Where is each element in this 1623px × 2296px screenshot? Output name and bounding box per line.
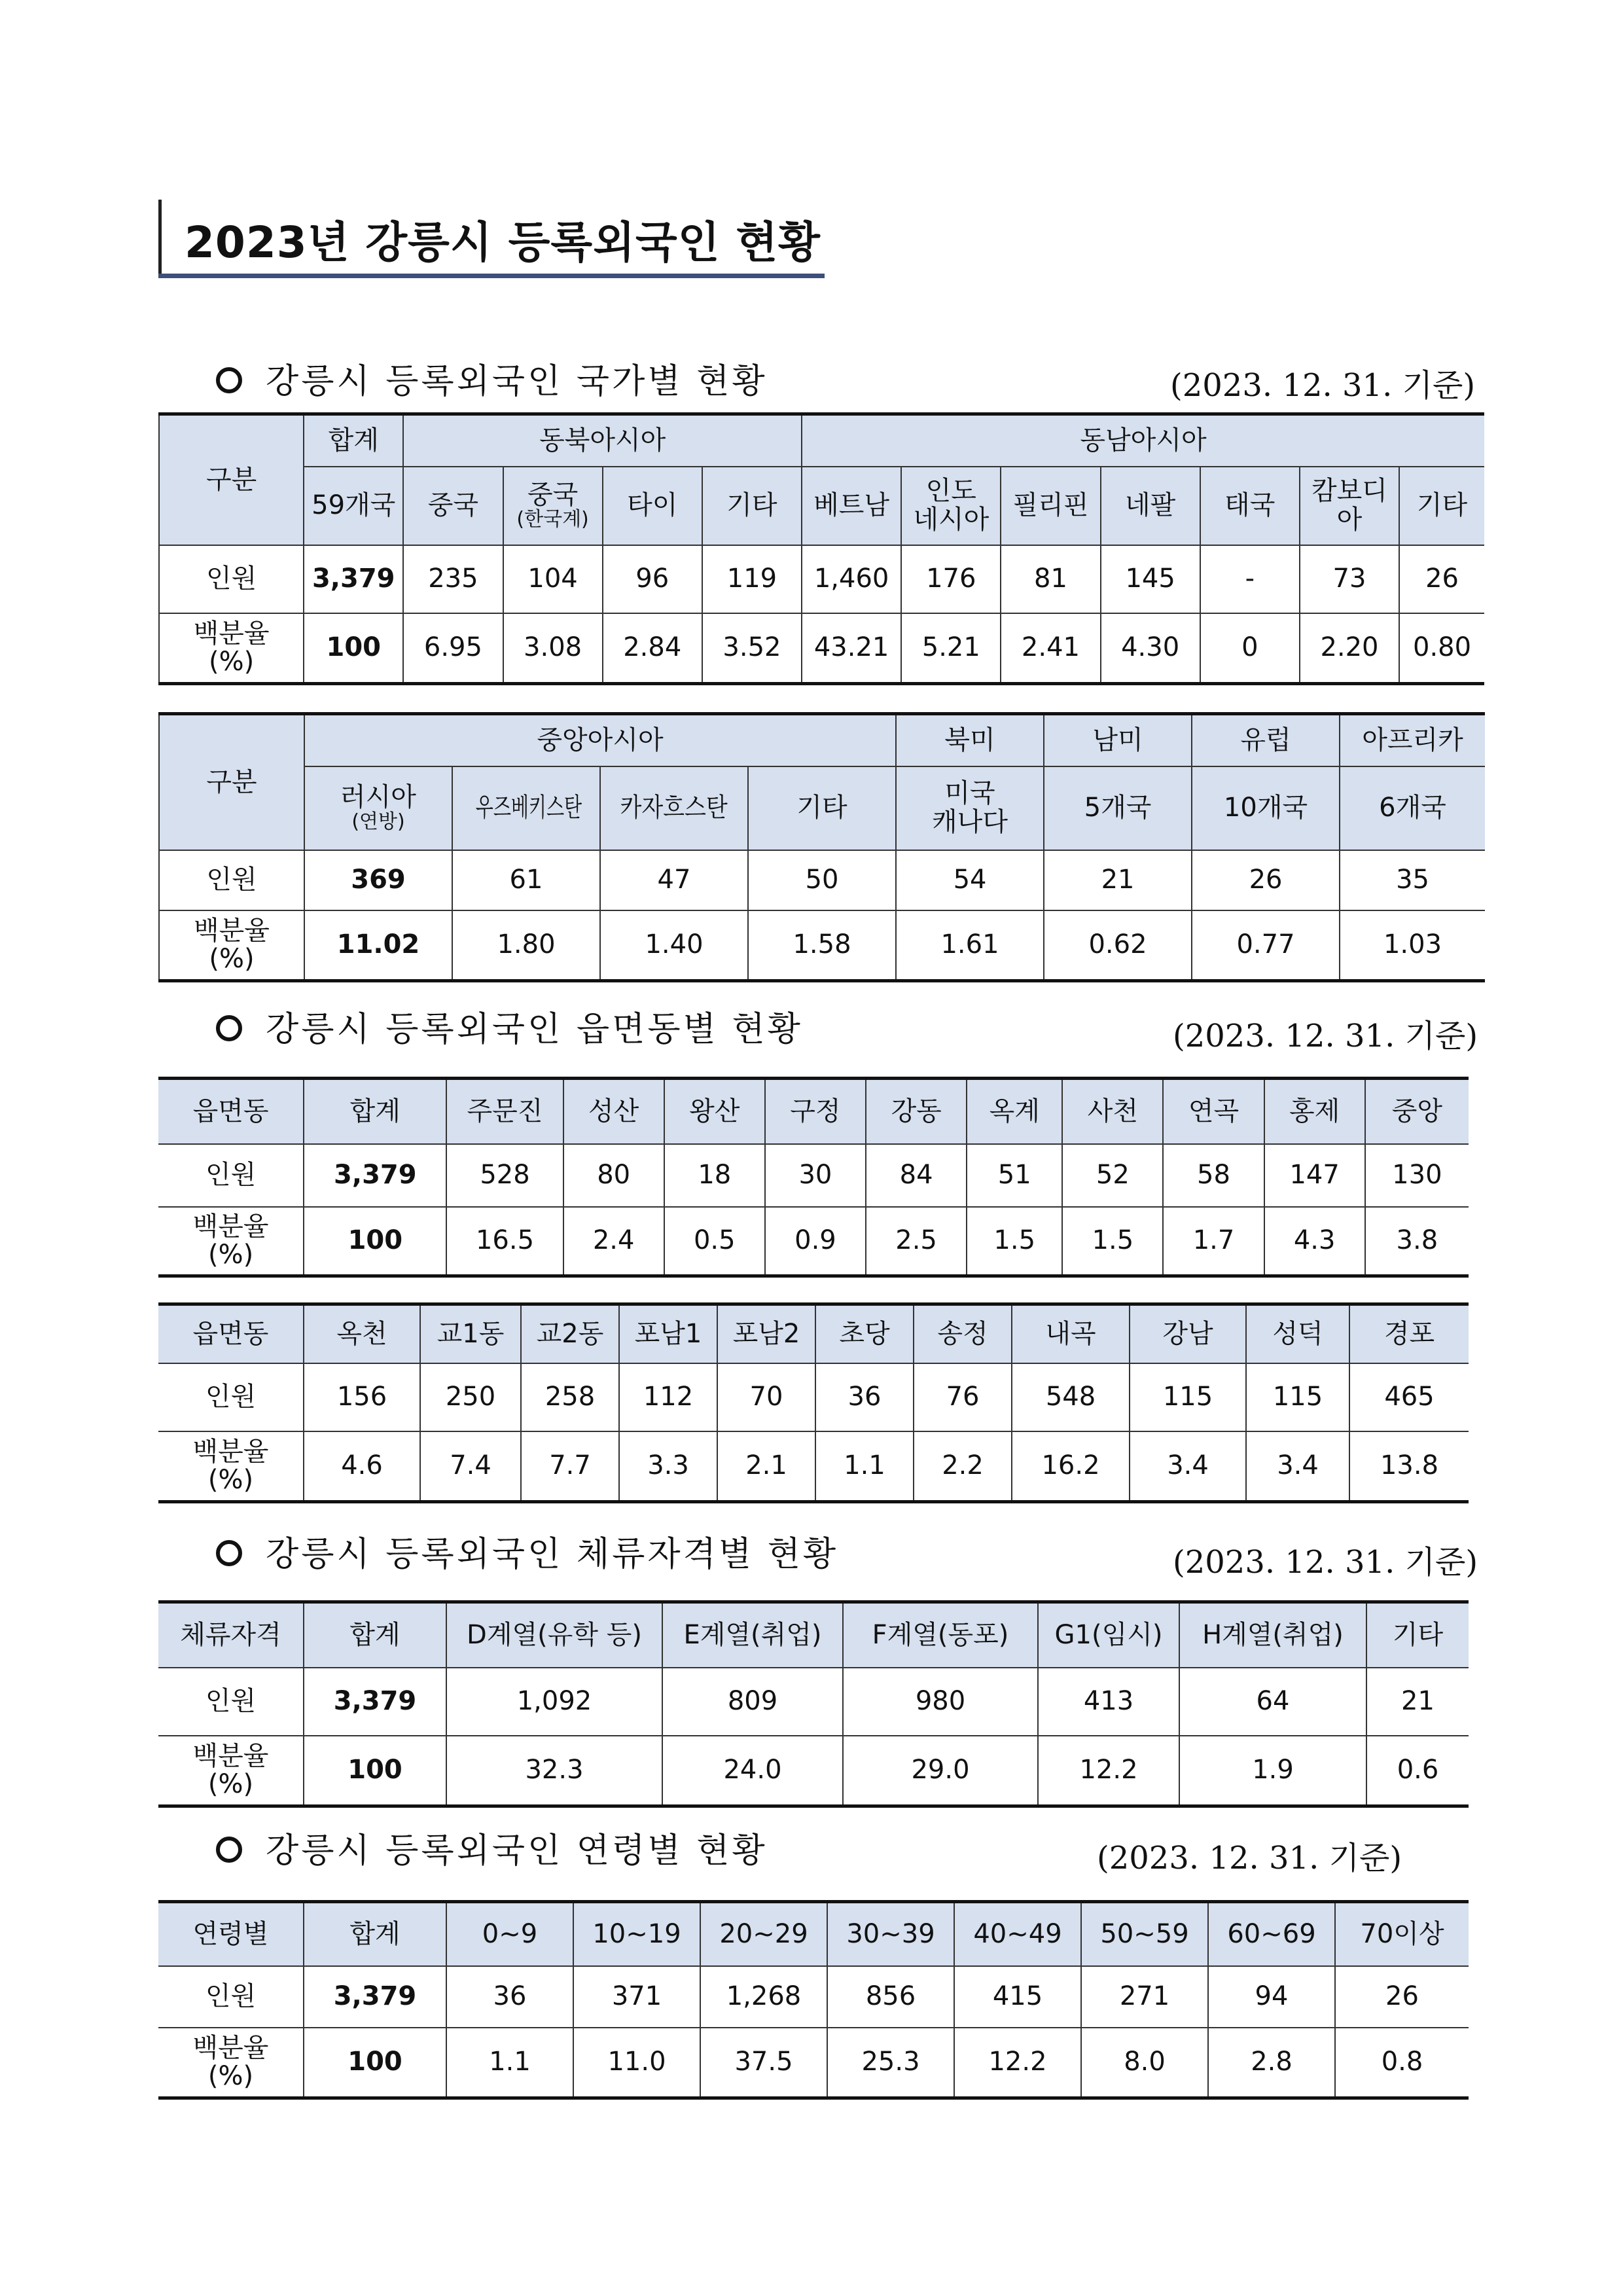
circle-bullet-icon bbox=[216, 1837, 242, 1863]
col-eu-count: 10개국 bbox=[1192, 766, 1340, 850]
col-ne-other: 기타 bbox=[702, 467, 802, 545]
header-cell: 40~49 bbox=[954, 1902, 1081, 1966]
header-cell: 0~9 bbox=[446, 1902, 573, 1966]
cell-pct: 7.4 bbox=[420, 1431, 521, 1502]
section-title: 강릉시 등록외국인 연령별 현황 bbox=[266, 1831, 768, 1871]
col-china-korean-sub: (한국계) bbox=[516, 507, 589, 531]
header-cell: 50~59 bbox=[1081, 1902, 1208, 1966]
cell-pct: 1.9 bbox=[1179, 1736, 1366, 1806]
cell-pct: 0.8 bbox=[1335, 2028, 1469, 2098]
cell-people: - bbox=[1200, 545, 1300, 613]
group-europe: 유럽 bbox=[1192, 714, 1340, 766]
cell-people: 271 bbox=[1081, 1966, 1208, 2028]
header-cell: 60~69 bbox=[1208, 1902, 1335, 1966]
status-table bbox=[158, 1600, 1469, 1808]
row-label-pct bbox=[158, 1207, 304, 1276]
cell-pct: 32.3 bbox=[446, 1736, 662, 1806]
header-cell: 연곡 bbox=[1163, 1079, 1264, 1144]
total-header: 합계 bbox=[304, 414, 403, 467]
header-cell: 10~19 bbox=[573, 1902, 700, 1966]
header-cell: F계열(동포) bbox=[843, 1602, 1038, 1668]
cell-pct: 1.5 bbox=[1062, 1207, 1163, 1276]
page-title-box bbox=[158, 200, 825, 278]
header-cell: 합계 bbox=[304, 1602, 446, 1668]
cell-people-total: 3,379 bbox=[304, 1144, 446, 1207]
cell-people: 52 bbox=[1062, 1144, 1163, 1207]
cell-people: 465 bbox=[1349, 1363, 1469, 1431]
section-title: 강릉시 등록외국인 국가별 현황 bbox=[266, 362, 768, 401]
header-cell: 주문진 bbox=[446, 1079, 563, 1144]
cell-pct: 0.77 bbox=[1192, 910, 1340, 981]
cell-people: 70 bbox=[717, 1363, 815, 1431]
col-cambodia-label-2: 아 bbox=[1336, 504, 1363, 535]
col-af-count: 6개국 bbox=[1340, 766, 1485, 850]
header-cell: 성산 bbox=[563, 1079, 664, 1144]
header-cell: 합계 bbox=[304, 1079, 446, 1144]
header-cell: 포남2 bbox=[717, 1304, 815, 1363]
cell-pct-total: 100 bbox=[304, 613, 403, 684]
pct-label: 백분율 bbox=[194, 915, 270, 946]
row-label-people: 인원 bbox=[158, 1966, 304, 2028]
cell-pct: 4.3 bbox=[1264, 1207, 1365, 1276]
cell-people: 26 bbox=[1399, 545, 1484, 613]
cell-people-total: 3,379 bbox=[304, 1668, 446, 1736]
cell-people: 84 bbox=[866, 1144, 967, 1207]
row-label-people: 인원 bbox=[158, 1144, 304, 1207]
row-label-pct bbox=[158, 1736, 304, 1806]
row-label-people: 인원 bbox=[158, 1363, 304, 1431]
col-vietnam: 베트남 bbox=[802, 467, 901, 545]
cell-pct: 0.6 bbox=[1366, 1736, 1469, 1806]
cell-pct: 29.0 bbox=[843, 1736, 1038, 1806]
col-indonesia bbox=[901, 467, 1001, 545]
header-cell: 30~39 bbox=[827, 1902, 954, 1966]
cell-people: 548 bbox=[1012, 1363, 1130, 1431]
pct-unit: (%) bbox=[207, 1464, 254, 1495]
header-cell: D계열(유학 등) bbox=[446, 1602, 662, 1668]
cell-people: 30 bbox=[765, 1144, 866, 1207]
col-kazakhstan-label: 카자흐스탄 bbox=[620, 792, 728, 823]
cell-people: 26 bbox=[1192, 850, 1340, 910]
country-table-2 bbox=[158, 712, 1485, 982]
col-ca-other: 기타 bbox=[748, 766, 896, 850]
section-date: (2023. 12. 31. 기준) bbox=[1173, 1544, 1478, 1581]
header-cell: 송정 bbox=[914, 1304, 1012, 1363]
cell-pct: 3.3 bbox=[619, 1431, 717, 1502]
section-title: 강릉시 등록외국인 읍면동별 현황 bbox=[266, 1010, 803, 1049]
row-label-pct bbox=[158, 2028, 304, 2098]
cell-people: 115 bbox=[1130, 1363, 1246, 1431]
cell-people: 1,268 bbox=[700, 1966, 827, 2028]
cell-people: 81 bbox=[1001, 545, 1100, 613]
cell-people: 258 bbox=[521, 1363, 619, 1431]
cell-pct: 4.30 bbox=[1101, 613, 1200, 684]
cell-pct: 0.5 bbox=[664, 1207, 765, 1276]
cell-pct: 3.8 bbox=[1365, 1207, 1469, 1276]
cell-pct: 1.03 bbox=[1340, 910, 1485, 981]
row-label-people: 인원 bbox=[159, 850, 304, 910]
cell-pct-total: 100 bbox=[304, 2028, 446, 2098]
cell-pct-total: 100 bbox=[304, 1207, 446, 1276]
group-south-america: 남미 bbox=[1044, 714, 1192, 766]
header-cell: 성덕 bbox=[1246, 1304, 1349, 1363]
pct-label: 백분율 bbox=[192, 1436, 269, 1467]
cell-people: 112 bbox=[619, 1363, 717, 1431]
cell-people: 80 bbox=[563, 1144, 664, 1207]
cell-people: 1,092 bbox=[446, 1668, 662, 1736]
cell-people: 250 bbox=[420, 1363, 521, 1431]
header-cell: 구정 bbox=[765, 1079, 866, 1144]
col-taiwan: 타이 bbox=[603, 467, 702, 545]
cell-people: 147 bbox=[1264, 1144, 1365, 1207]
col-cambodia bbox=[1300, 467, 1399, 545]
pct-unit: (%) bbox=[207, 2060, 254, 2091]
col-indonesia-label: 인도 bbox=[925, 476, 976, 507]
header-cell: 합계 bbox=[304, 1902, 446, 1966]
section-date: (2023. 12. 31. 기준) bbox=[1170, 367, 1476, 404]
cell-people: 26 bbox=[1335, 1966, 1469, 2028]
cell-people: 130 bbox=[1365, 1144, 1469, 1207]
circle-bullet-icon bbox=[216, 1015, 242, 1041]
col-russia-label: 러시아 bbox=[340, 781, 416, 812]
cell-pct: 1.61 bbox=[896, 910, 1044, 981]
cell-pct: 1.40 bbox=[600, 910, 748, 981]
section-title: 강릉시 등록외국인 체류자격별 현황 bbox=[266, 1535, 839, 1574]
cell-people: 371 bbox=[573, 1966, 700, 2028]
group-north-america: 북미 bbox=[896, 714, 1044, 766]
cell-people: 54 bbox=[896, 850, 1044, 910]
cell-pct: 6.95 bbox=[403, 613, 503, 684]
cell-pct: 43.21 bbox=[802, 613, 901, 684]
header-cell: 체류자격 bbox=[158, 1602, 304, 1668]
cell-pct: 2.4 bbox=[563, 1207, 664, 1276]
cell-pct: 3.4 bbox=[1130, 1431, 1246, 1502]
cell-people-total: 3,379 bbox=[304, 1966, 446, 2028]
cell-people: 51 bbox=[967, 1144, 1062, 1207]
cell-pct: 1.5 bbox=[967, 1207, 1062, 1276]
total-countries: 59개국 bbox=[304, 467, 403, 545]
cell-pct: 16.5 bbox=[446, 1207, 563, 1276]
section-heading-country bbox=[216, 353, 768, 403]
cell-pct: 5.21 bbox=[901, 613, 1001, 684]
header-cell: 내곡 bbox=[1012, 1304, 1130, 1363]
title-left-bar bbox=[158, 200, 162, 278]
age-table bbox=[158, 1900, 1469, 2100]
cell-people: 415 bbox=[954, 1966, 1081, 2028]
cell-pct: 4.6 bbox=[304, 1431, 420, 1502]
header-cell: 교1동 bbox=[420, 1304, 521, 1363]
col-canada-label: 캐나다 bbox=[932, 806, 1008, 837]
cell-pct: 2.84 bbox=[603, 613, 702, 684]
group-central-asia: 중앙아시아 bbox=[304, 714, 896, 766]
col-nepal: 네팔 bbox=[1101, 467, 1200, 545]
cell-pct: 2.1 bbox=[717, 1431, 815, 1502]
cell-people: 96 bbox=[603, 545, 702, 613]
group-northeast-asia: 동북아시아 bbox=[403, 414, 802, 467]
cell-pct: 12.2 bbox=[1038, 1736, 1179, 1806]
cell-people: 36 bbox=[815, 1363, 914, 1431]
cell-pct: 0.80 bbox=[1399, 613, 1484, 684]
cell-people-russia: 369 bbox=[304, 850, 452, 910]
page-title: 2023년 강릉시 등록외국인 현황 bbox=[185, 217, 821, 268]
section-heading-dong bbox=[216, 1001, 803, 1050]
cell-people: 36 bbox=[446, 1966, 573, 2028]
group-africa: 아프리카 bbox=[1340, 714, 1485, 766]
row-label-people: 인원 bbox=[158, 1668, 304, 1736]
cell-people: 115 bbox=[1246, 1363, 1349, 1431]
cell-people: 528 bbox=[446, 1144, 563, 1207]
pct-label: 백분율 bbox=[192, 1740, 269, 1771]
cell-pct: 2.5 bbox=[866, 1207, 967, 1276]
header-cell: 연령별 bbox=[158, 1902, 304, 1966]
cell-pct: 1.80 bbox=[452, 910, 600, 981]
cell-people: 980 bbox=[843, 1668, 1038, 1736]
title-underline bbox=[158, 274, 825, 278]
cell-people: 18 bbox=[664, 1144, 765, 1207]
cell-people: 145 bbox=[1101, 545, 1200, 613]
header-cell: 홍제 bbox=[1264, 1079, 1365, 1144]
cell-people: 156 bbox=[304, 1363, 420, 1431]
header-cell: 교2동 bbox=[521, 1304, 619, 1363]
pct-label: 백분율 bbox=[193, 618, 270, 649]
cell-people: 856 bbox=[827, 1966, 954, 2028]
cell-pct: 1.7 bbox=[1163, 1207, 1264, 1276]
group-southeast-asia: 동남아시아 bbox=[802, 414, 1484, 467]
pct-label: 백분율 bbox=[192, 2032, 269, 2063]
dong-table-2 bbox=[158, 1302, 1469, 1503]
pct-unit: (%) bbox=[209, 943, 255, 974]
header-cell: 기타 bbox=[1366, 1602, 1469, 1668]
cell-people: 50 bbox=[748, 850, 896, 910]
pct-unit: (%) bbox=[208, 1239, 254, 1270]
cell-pct: 1.58 bbox=[748, 910, 896, 981]
header-cell: 포남1 bbox=[619, 1304, 717, 1363]
cell-people: 104 bbox=[503, 545, 603, 613]
header-cell: 사천 bbox=[1062, 1079, 1163, 1144]
cell-people: 47 bbox=[600, 850, 748, 910]
row-label-pct bbox=[159, 613, 304, 684]
section-heading-age bbox=[216, 1823, 768, 1872]
circle-bullet-icon bbox=[216, 367, 242, 393]
header-cell: 옥계 bbox=[967, 1079, 1062, 1144]
cell-people: 76 bbox=[914, 1363, 1012, 1431]
row-label-pct bbox=[159, 910, 304, 981]
cell-pct: 13.8 bbox=[1349, 1431, 1469, 1502]
col-usa-canada bbox=[896, 766, 1044, 850]
col-uzbekistan bbox=[452, 766, 600, 850]
cell-people: 94 bbox=[1208, 1966, 1335, 2028]
pct-unit: (%) bbox=[207, 1768, 254, 1799]
cell-people: 21 bbox=[1044, 850, 1192, 910]
cell-pct: 12.2 bbox=[954, 2028, 1081, 2098]
cell-pct: 16.2 bbox=[1012, 1431, 1130, 1502]
cell-pct: 2.41 bbox=[1001, 613, 1100, 684]
gubun-header: 구분 bbox=[159, 714, 304, 850]
cell-pct: 0.9 bbox=[765, 1207, 866, 1276]
header-cell: 강동 bbox=[866, 1079, 967, 1144]
cell-people: 235 bbox=[403, 545, 503, 613]
col-russia-sub: (연방) bbox=[351, 810, 405, 833]
cell-people: 119 bbox=[702, 545, 802, 613]
header-cell: 20~29 bbox=[700, 1902, 827, 1966]
col-philippines: 필리핀 bbox=[1001, 467, 1100, 545]
col-kazakhstan bbox=[600, 766, 748, 850]
col-china-korean bbox=[503, 467, 603, 545]
cell-pct: 25.3 bbox=[827, 2028, 954, 2098]
cell-people-total: 3,379 bbox=[304, 545, 403, 613]
col-indonesia-label-2: 네시아 bbox=[913, 504, 990, 535]
cell-pct: 3.52 bbox=[702, 613, 802, 684]
col-cambodia-label: 캄보디 bbox=[1311, 476, 1387, 507]
cell-people: 64 bbox=[1179, 1668, 1366, 1736]
country-table-1 bbox=[158, 412, 1484, 685]
col-uzbekistan-label: 우즈베키스탄 bbox=[475, 792, 582, 823]
col-china: 중국 bbox=[403, 467, 503, 545]
cell-pct: 3.08 bbox=[503, 613, 603, 684]
cell-pct: 37.5 bbox=[700, 2028, 827, 2098]
dong-table-1 bbox=[158, 1077, 1469, 1278]
header-cell: H계열(취업) bbox=[1179, 1602, 1366, 1668]
cell-pct: 0 bbox=[1200, 613, 1300, 684]
section-date: (2023. 12. 31. 기준) bbox=[1097, 1840, 1402, 1876]
pct-label: 백분율 bbox=[192, 1211, 269, 1242]
header-cell: 경포 bbox=[1349, 1304, 1469, 1363]
header-cell: 중앙 bbox=[1365, 1079, 1469, 1144]
cell-people: 61 bbox=[452, 850, 600, 910]
cell-pct: 2.8 bbox=[1208, 2028, 1335, 2098]
col-china-korean-label: 중국 bbox=[527, 479, 579, 510]
cell-people: 809 bbox=[662, 1668, 843, 1736]
header-cell: 읍면동 bbox=[158, 1079, 304, 1144]
header-cell: 70이상 bbox=[1335, 1902, 1469, 1966]
cell-people: 73 bbox=[1300, 545, 1399, 613]
gubun-header: 구분 bbox=[159, 414, 304, 545]
circle-bullet-icon bbox=[216, 1540, 242, 1566]
header-cell: E계열(취업) bbox=[662, 1602, 843, 1668]
cell-pct: 0.62 bbox=[1044, 910, 1192, 981]
section-heading-status bbox=[216, 1526, 838, 1575]
col-thailand: 태국 bbox=[1200, 467, 1300, 545]
cell-people: 35 bbox=[1340, 850, 1485, 910]
cell-people: 21 bbox=[1366, 1668, 1469, 1736]
col-se-other: 기타 bbox=[1399, 467, 1484, 545]
section-date: (2023. 12. 31. 기준) bbox=[1173, 1018, 1478, 1054]
cell-pct: 2.2 bbox=[914, 1431, 1012, 1502]
col-usa-label: 미국 bbox=[944, 778, 995, 809]
pct-unit: (%) bbox=[208, 646, 255, 677]
row-label-people: 인원 bbox=[159, 545, 304, 613]
cell-people: 1,460 bbox=[802, 545, 901, 613]
col-russia bbox=[304, 766, 452, 850]
cell-people: 58 bbox=[1163, 1144, 1264, 1207]
cell-pct: 3.4 bbox=[1246, 1431, 1349, 1502]
cell-pct: 1.1 bbox=[446, 2028, 573, 2098]
cell-pct: 7.7 bbox=[521, 1431, 619, 1502]
header-cell: 읍면동 bbox=[158, 1304, 304, 1363]
header-cell: 초당 bbox=[815, 1304, 914, 1363]
cell-people: 413 bbox=[1038, 1668, 1179, 1736]
header-cell: 왕산 bbox=[664, 1079, 765, 1144]
cell-pct: 8.0 bbox=[1081, 2028, 1208, 2098]
cell-pct: 24.0 bbox=[662, 1736, 843, 1806]
cell-pct-russia: 11.02 bbox=[304, 910, 452, 981]
header-cell: 강남 bbox=[1130, 1304, 1246, 1363]
cell-pct: 1.1 bbox=[815, 1431, 914, 1502]
header-cell: G1(임시) bbox=[1038, 1602, 1179, 1668]
cell-pct-total: 100 bbox=[304, 1736, 446, 1806]
row-label-pct bbox=[158, 1431, 304, 1502]
cell-pct: 11.0 bbox=[573, 2028, 700, 2098]
header-cell: 옥천 bbox=[304, 1304, 420, 1363]
cell-people: 176 bbox=[901, 545, 1001, 613]
cell-pct: 2.20 bbox=[1300, 613, 1399, 684]
col-sa-count: 5개국 bbox=[1044, 766, 1192, 850]
